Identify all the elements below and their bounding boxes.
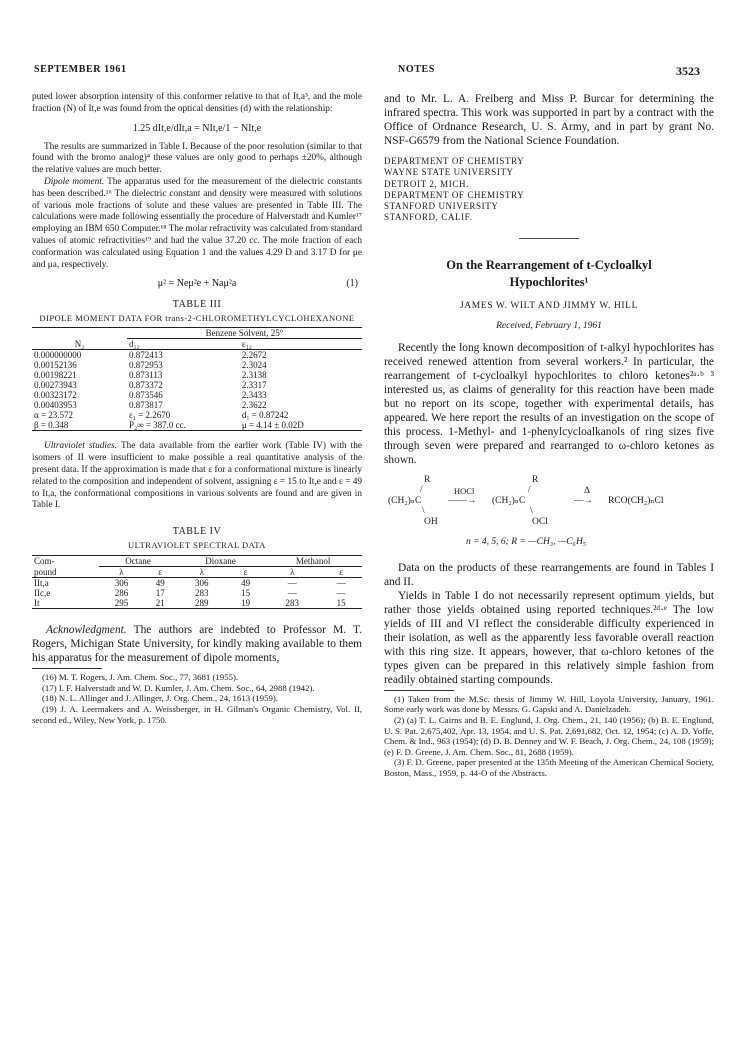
table-cell: IIt,a <box>34 578 49 589</box>
table4-header: Dioxane <box>177 556 265 567</box>
running-header-section: NOTES <box>398 64 435 75</box>
table-cell: 17 <box>155 588 165 599</box>
table-cell: 0.873546 <box>129 390 163 401</box>
scheme-arrow: ——→ <box>448 495 477 506</box>
table-cell: 2.2672 <box>241 350 267 361</box>
table-cell: β = 0.348 <box>34 420 69 431</box>
table-cell: 289 <box>195 598 209 609</box>
scheme-intermediate: (CH₂)ₙC <box>492 495 526 506</box>
section-lead: Ultraviolet studies. <box>44 441 118 452</box>
paragraph: The results are summarized in Table I. Because of the poor resolution (similar to that found with the bromo analog)⁴ these values are only good to perhaps ±20%, although the relative values are much better. <box>32 141 362 176</box>
table-cell: α = 23.572 <box>34 410 74 421</box>
table-cell: 283 <box>195 588 209 599</box>
table-row <box>32 380 362 390</box>
table-cell: 19 <box>241 598 251 609</box>
table3-header: N₂ <box>32 339 127 350</box>
paragraph-acknowledgment: Acknowledgment. The authors are indebted to Professor M. T. Rogers, Michigan State University, for kindly making available to them his apparatus for the measurement of dipole moments, <box>32 624 362 665</box>
received-date: Received, February 1, 1961 <box>496 320 602 331</box>
table3-caption: TABLE III <box>172 299 222 311</box>
table-cell: ε₁ = 2.2670 <box>129 410 171 421</box>
table-cell: — <box>336 578 346 589</box>
table4-subheader: ε <box>158 567 163 578</box>
equation-1: μ² = Neμ²e + Naμ²a (1) <box>157 278 358 290</box>
table-cell: 0.00273943 <box>34 380 77 391</box>
table-cell: 306 <box>114 578 129 589</box>
table-cell: 306 <box>195 578 209 589</box>
table-cell: — <box>287 588 297 599</box>
footnote-rule <box>32 668 102 669</box>
footnote: (18) N. L. Allinger and J. Allinger, J. Org. Chem., 24, 1613 (1959). <box>42 693 278 704</box>
table-cell: 49 <box>241 578 251 589</box>
table3-header: d₁₂ <box>127 339 240 350</box>
table4-title: ULTRAVIOLET SPECTRAL DATA <box>128 540 266 551</box>
scheme-oh: OH <box>424 516 438 527</box>
table-row <box>32 390 362 400</box>
table4-header: Com- <box>34 556 55 567</box>
table-cell: 0.000000000 <box>34 350 82 361</box>
table3-title: DIPOLE MOMENT DATA FOR trans-2-CHLOROMETHYLCYCLOHEXANONE <box>39 313 355 324</box>
section-lead: Dipole moment. <box>44 176 105 187</box>
paragraph-uv: Ultraviolet studies. The data available from the earlier work (Table IV) with the isomers of II were insufficient to make possible a real quantitative analysis of the present data. If the approximation is made that ε for a conformational mixture is linearly related to the composition and independent of solvent, assigning ε = 15 to It,e and ε = 49 to It,a, the conformational compositions in various solvents are found and are given in Table I. <box>32 441 362 511</box>
table-cell: 0.873113 <box>129 370 163 381</box>
equation-relationship: 1.25 dIt,e/dIt,a = NIt,e/1 − NIt,e <box>132 122 262 134</box>
table-row <box>32 400 362 410</box>
scheme-ocl: OCl <box>532 516 548 527</box>
table-cell: — <box>287 578 297 589</box>
footnote: (3) F. D. Greene, paper presented at the 135th Meeting of the American Chemical Society, Boston, Mass., 1959, p. 44-O of the Abstracts. <box>384 757 714 778</box>
paragraph: Data on the products of these rearrangements are found in Tables I and II. <box>384 561 714 588</box>
table-row <box>32 350 362 361</box>
table-row <box>32 578 362 589</box>
scheme-reactant: (CH₂)ₙC <box>388 495 422 506</box>
scheme-conditions: n = 4, 5, 6; R = —CH₃, —C₆H₅ <box>466 536 587 547</box>
table-cell: 0.00198221 <box>34 370 77 381</box>
table-cell: 0.872413 <box>129 350 163 361</box>
footnotes-right <box>384 694 714 779</box>
table-cell: P₂∞ = 387.0 cc. <box>129 420 186 431</box>
footnotes-left <box>32 672 362 725</box>
right-column <box>384 92 714 779</box>
table-cell: IIc,e <box>34 588 51 599</box>
table3-span-header: Benzene Solvent, 25° <box>127 328 362 339</box>
running-header-date: SEPTEMBER 1961 <box>34 64 127 75</box>
paragraph: Recently the long known decomposition of t-alkyl hypochlorites has received renewed attention from several workers.² In particular, the rearrangement of t-cycloalkyl hypochlorites to chloro ketones²ᵃ·ᵇ ³ interested us, as claims of generality for this reaction have been made but no report on its scope, together with experimental details, has appeared. We here report the results of an investigation on the scope of this process. 1-Methyl- and 1-phenylcycloalkanols of ring sizes five through seven were prepared and rearranged to ω-chloro ketones as shown. <box>384 341 714 466</box>
table-cell: 15 <box>241 588 251 599</box>
page-number: 3523 <box>676 64 700 78</box>
table-row <box>32 410 362 420</box>
table-row <box>32 588 362 598</box>
footnote: (19) J. A. Leermakers and A. Weissberger, in H. Gilman's Organic Chemistry, Vol. II, second ed., Wiley, New York, p. 1750. <box>32 703 362 725</box>
table-cell: 21 <box>155 598 165 609</box>
scheme-r-group: R <box>424 474 431 485</box>
table-row <box>32 420 362 431</box>
paragraph: and to Mr. L. A. Freiberg and Miss P. Burcar for determining the infrared spectra. This work was supported in part by a contract with the Office of Ordnance Research, U. S. Army, and in part by grant No. NSF-G6579 from the National Science Foundation. <box>384 93 714 147</box>
table-row <box>32 598 362 609</box>
left-column <box>32 92 362 725</box>
table-cell: 0.00152136 <box>34 360 77 371</box>
table-row <box>32 370 362 380</box>
table4-header: Methanol <box>264 556 362 567</box>
table-cell: 0.873372 <box>129 380 163 391</box>
table-cell: — <box>336 588 346 599</box>
article-authors: JAMES W. WILT AND JIMMY W. HILL <box>459 300 638 311</box>
table3 <box>32 327 362 431</box>
footnote: (2) (a) T. L. Cairns and B. E. Englund, J. Org. Chem., 21, 140 (1956); (b) B. E. Englund, U. S. Pat. 2,675,402, Apr. 13, 1954, and U. S. Pat. 2,691,682, Oct. 12, 1954; (c) A. D. Yoffe, Chem. & Ind., 963 (1954); (d) D. B. Denney and W. F. Beach, J. Org. Chem., 24, 108 (1959); (e) F. D. Greene, J. Am. Chem. Soc., 81, 2688 (1959). <box>384 714 714 757</box>
paragraph: puted lower absorption intensity of this conformer relative to that of It,a³, and the mole fraction (N) of It,e was found from the optical densities (d) with the relationship: <box>32 92 362 114</box>
table-cell: μ = 4.14 ± 0.02D <box>241 420 304 431</box>
scheme-reagent: HOCl <box>454 485 475 496</box>
table-cell: 49 <box>155 578 165 589</box>
table4-subheader: ε <box>339 567 344 578</box>
table4-subheader: ε <box>243 567 248 578</box>
equation-number: (1) <box>346 278 358 290</box>
section-lead: Acknowledgment. <box>46 624 127 637</box>
table-cell: 15 <box>336 598 346 609</box>
table4-subheader: λ <box>290 567 295 578</box>
table-cell: It <box>34 598 40 609</box>
table-cell: d₁ = 0.87242 <box>241 410 289 421</box>
paragraph: Yields in Table I do not necessarily represent optimum yields, but rather those yields obtained using reported techniques.²ᵈ·ᵉ The low yields of III and VI reflect the considerable difficulty experienced in their isolation, as well as the apparently less favorable overall reaction with this ring size. It appears, however, that ω-chloro ketones of the types given can be prepared in this relatively simple fashion from readily obtained starting compounds. <box>384 589 714 686</box>
footnote-rule <box>384 690 454 691</box>
table4-header: pound <box>34 566 57 577</box>
table-cell: 2.3138 <box>241 370 267 381</box>
author-address: DEPARTMENT OF CHEMISTRY WAYNE STATE UNIVERSITY DETROIT 2, MICH. DEPARTMENT OF CHEMISTRY STANFORD UNIVERSITY STANFORD, CALIF. <box>384 156 525 223</box>
reaction-scheme: R R / / (CH₂)ₙC HOCl ——→ (CH₂)ₙC Δ —→ RCO(CH₂)ₙCl \ \ OH OCl n = 4, 5, 6; R = —CH₃, —C₆H₅ <box>388 474 664 547</box>
paragraph-dipole: Dipole moment. The apparatus used for the measurement of the dielectric constants has been described.¹⁶ The dielectric constant and density were measured with solutions of various mole fractions of solute and these values are presented in Table III. The calculations were made following essentially the procedure of Halverstadt and Kumler¹⁷ employing an IBM 650 Computer.¹⁸ The molar refractivity was calculated from standard values of atomic refractivities¹⁹ and had the value 37.20 cc. The mole fraction of each conformation was calculated using Equation 1 and the values 4.29 D and 3.17 D for μe and μa, respectively. <box>32 176 362 270</box>
section-separator <box>519 238 579 239</box>
table-cell: 0.00403953 <box>34 400 77 411</box>
scheme-reagent: Δ <box>584 485 591 496</box>
table-cell: 283 <box>285 598 300 609</box>
table3-header: ε₁₂ <box>240 339 362 350</box>
footnote: (17) I. F. Halverstadt and W. D. Kumler, J. Am. Chem. Soc., 64, 2988 (1942). <box>42 682 315 693</box>
table-cell: 0.00323172 <box>34 390 77 401</box>
table-cell: 2.3317 <box>241 380 267 391</box>
scheme-arrow: —→ <box>574 495 593 506</box>
table4-header: Octane <box>99 556 176 567</box>
table-cell: 286 <box>114 588 129 599</box>
scheme-r-group: R <box>532 474 539 485</box>
table4-caption: TABLE IV <box>172 526 222 538</box>
table-row <box>32 360 362 370</box>
table-cell: 0.873817 <box>129 400 163 411</box>
table-cell: 295 <box>114 598 129 609</box>
table-cell: 2.3622 <box>241 400 267 411</box>
footnote: (1) Taken from the M.Sc. thesis of Jimmy W. Hill, Loyola University, January, 1961. Some early work was done by Messrs. G. Gapski and A. Danielzadeh. <box>384 693 714 715</box>
article-title: On the Rearrangement of t-Cycloalkyl Hypochlorites¹ <box>446 257 652 289</box>
table-cell: 2.3024 <box>241 360 267 371</box>
table-cell: 2.3433 <box>241 390 267 401</box>
table4 <box>32 555 362 609</box>
scheme-product: RCO(CH₂)ₙCl <box>608 495 664 506</box>
table-cell: 0.872953 <box>129 360 163 371</box>
footnote: (16) M. T. Rogers, J. Am. Chem. Soc., 77, 3681 (1955). <box>42 672 239 683</box>
table4-subheader: λ <box>119 567 124 578</box>
table4-subheader: λ <box>199 567 204 578</box>
